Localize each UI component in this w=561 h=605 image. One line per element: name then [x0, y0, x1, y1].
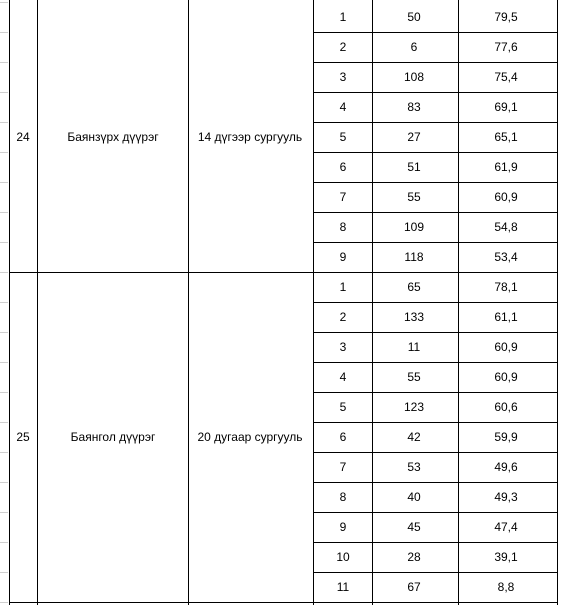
score-cell: 60,6: [494, 400, 518, 414]
rank-cell: 5: [339, 130, 347, 144]
background-grid-tick: [0, 212, 8, 213]
student-count-cell: 65: [407, 280, 421, 294]
student-count-cell: 55: [407, 190, 421, 204]
student-count-cell: 42: [407, 430, 421, 444]
score-cell: 8,8: [497, 580, 515, 594]
score-cell: 60,9: [494, 340, 518, 354]
background-grid-tick: [0, 182, 8, 183]
student-count-cell: 53: [407, 460, 421, 474]
background-grid-tick: [0, 242, 8, 243]
group-number-cell: 24: [16, 130, 30, 144]
rank-cell: 5: [339, 400, 347, 414]
background-grid-tick: [0, 92, 8, 93]
score-cell: 61,9: [494, 160, 518, 174]
rank-cell: 1: [339, 280, 347, 294]
score-cell: 77,6: [494, 40, 518, 54]
district-name-cell: Баянзүрх дүүрэг: [67, 130, 159, 144]
school-name-cell: 20 дугаар сургууль: [197, 430, 303, 444]
rank-cell: 3: [339, 70, 347, 84]
student-count-cell: 51: [407, 160, 421, 174]
rank-cell: 9: [339, 250, 347, 264]
score-cell: 53,4: [494, 250, 518, 264]
background-grid-tick: [0, 452, 8, 453]
score-cell: 49,6: [494, 460, 518, 474]
score-cell: 75,4: [494, 70, 518, 84]
background-grid-tick: [0, 332, 8, 333]
rank-cell: 2: [339, 40, 347, 54]
student-count-cell: 28: [407, 550, 421, 564]
background-grid-tick: [0, 362, 8, 363]
background-grid-tick: [0, 152, 8, 153]
background-grid-tick: [0, 122, 8, 123]
background-grid-tick: [0, 302, 8, 303]
student-count-cell: 50: [407, 10, 421, 24]
student-count-cell: 11: [407, 340, 421, 354]
student-count-cell: 109: [403, 220, 425, 234]
background-grid-tick: [0, 272, 8, 273]
background-grid-tick: [0, 62, 8, 63]
background-grid-tick: [0, 512, 8, 513]
background-grid-tick: [0, 392, 8, 393]
student-count-cell: 27: [407, 130, 421, 144]
rank-cell: 8: [339, 490, 347, 504]
score-cell: 59,9: [494, 430, 518, 444]
score-cell: 65,1: [494, 130, 518, 144]
rank-cell: 1: [339, 10, 347, 24]
score-cell: 69,1: [494, 100, 518, 114]
rank-cell: 10: [336, 550, 350, 564]
background-grid-tick: [0, 2, 8, 3]
rank-cell: 4: [339, 370, 347, 384]
rank-cell: 3: [339, 340, 347, 354]
background-grid-tick: [0, 572, 8, 573]
student-count-cell: 45: [407, 520, 421, 534]
rank-cell: 7: [339, 460, 347, 474]
background-grid-tick: [0, 482, 8, 483]
column-border: [9, 0, 10, 605]
score-cell: 49,3: [494, 490, 518, 504]
background-grid-tick: [0, 422, 8, 423]
student-count-cell: 118: [404, 250, 424, 264]
rank-cell: 7: [339, 190, 347, 204]
student-count-cell: 40: [407, 490, 421, 504]
district-name-cell: Баянгол дүүрэг: [70, 430, 156, 444]
column-border: [188, 0, 189, 605]
rank-cell: 8: [339, 220, 347, 234]
school-name-cell: 14 дүгээр сургууль: [197, 130, 303, 144]
rank-cell: 9: [339, 520, 347, 534]
score-cell: 61,1: [494, 310, 518, 324]
score-cell: 78,1: [494, 280, 518, 294]
student-count-cell: 108: [403, 70, 425, 84]
background-grid-tick: [0, 542, 8, 543]
student-count-cell: 55: [407, 370, 421, 384]
score-cell: 39,1: [494, 550, 518, 564]
score-cell: 54,8: [494, 220, 518, 234]
rank-cell: 6: [339, 160, 347, 174]
rank-cell: 11: [336, 580, 350, 594]
student-count-cell: 133: [403, 310, 425, 324]
score-cell: 47,4: [494, 520, 518, 534]
group-number-cell: 25: [16, 430, 30, 444]
rank-cell: 6: [339, 430, 347, 444]
rank-cell: 2: [339, 310, 347, 324]
rank-cell: 4: [339, 100, 347, 114]
student-count-cell: 123: [403, 400, 425, 414]
column-border: [37, 0, 38, 605]
background-grid-tick: [0, 32, 8, 33]
score-cell: 79,5: [494, 10, 518, 24]
background-grid-tick: [0, 602, 8, 603]
score-cell: 60,9: [494, 370, 518, 384]
student-count-cell: 6: [410, 40, 418, 54]
student-count-cell: 83: [407, 100, 421, 114]
row-divider: [9, 602, 558, 603]
student-count-cell: 67: [407, 580, 421, 594]
score-cell: 60,9: [494, 190, 518, 204]
